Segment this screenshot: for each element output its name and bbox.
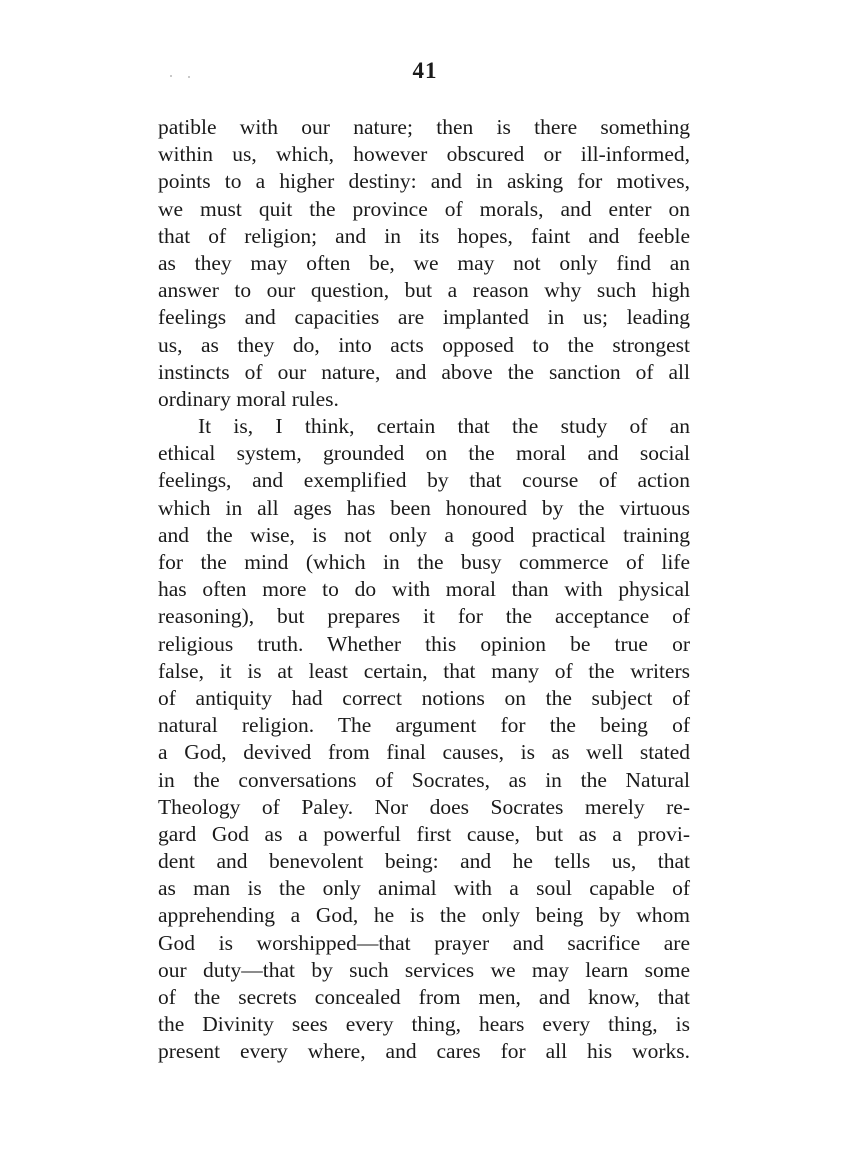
text-line: feelings, and exemplified by that course of action bbox=[158, 468, 690, 493]
text-line: ethical system, grounded on the moral and social bbox=[158, 441, 690, 466]
text-line: dent and benevolent being: and he tells us, that bbox=[158, 849, 690, 874]
text-line: for the mind (which in the busy commerce of life bbox=[158, 550, 690, 574]
body-text bbox=[158, 114, 690, 1066]
text-line: answer to our question, but a reason why such high bbox=[158, 278, 690, 303]
paragraph-start-line: It is, I think, certain that the study of an bbox=[198, 414, 690, 439]
text-line: of the secrets concealed from men, and know, that bbox=[158, 985, 690, 1009]
text-line: patible with our nature; then is there something bbox=[158, 115, 690, 139]
text-line: that of religion; and in its hopes, faint and feeble bbox=[158, 223, 690, 248]
text-line: in the conversations of Socrates, as in the Natural bbox=[158, 767, 690, 792]
text-line: within us, which, however obscured or ill-informed, bbox=[158, 142, 690, 167]
text-line: us, as they do, into acts opposed to the strongest bbox=[158, 332, 690, 357]
text-line: the Divinity sees every thing, hears every thing, is bbox=[158, 1012, 690, 1037]
page-number: 41 bbox=[412, 58, 438, 83]
text-line: instincts of our nature, and above the sanction of all bbox=[158, 359, 690, 384]
text-line: points to a higher destiny: and in asking for motives, bbox=[158, 169, 690, 194]
text-line: as man is the only animal with a soul capable of bbox=[158, 876, 690, 901]
text-line: false, it is at least certain, that many of the writers bbox=[158, 658, 690, 683]
text-line: religious truth. Whether this opinion be true or bbox=[158, 631, 690, 656]
text-line: natural religion. The argument for the being of bbox=[158, 713, 690, 738]
text-line: a God, devived from final causes, is as well stated bbox=[158, 740, 690, 765]
text-line: feelings and capacities are implanted in us; leading bbox=[158, 305, 690, 330]
text-line: gard God as a powerful first cause, but as a provi- bbox=[158, 821, 690, 846]
text-line: we must quit the province of morals, and enter on bbox=[158, 196, 690, 221]
text-line: reasoning), but prepares it for the acceptance of bbox=[158, 604, 690, 629]
text-line: has often more to do with moral than with physical bbox=[158, 577, 690, 602]
text-line: of antiquity had correct notions on the subject of bbox=[158, 685, 690, 710]
text-line: as they may often be, we may not only find an bbox=[158, 250, 690, 275]
text-line: and the wise, is not only a good practical training bbox=[158, 522, 690, 547]
text-line: God is worshipped—that prayer and sacrifice are bbox=[158, 930, 690, 955]
paragraph-end-line: ordinary moral rules. bbox=[158, 386, 339, 411]
text-line: apprehending a God, he is the only being by whom bbox=[158, 903, 690, 928]
text-line: our duty—that by such services we may learn some bbox=[158, 957, 690, 982]
text-line: which in all ages has been honoured by the virtuous bbox=[158, 495, 690, 520]
text-line: present every where, and cares for all his works. bbox=[158, 1039, 690, 1064]
text-line: Theology of Paley. Nor does Socrates merely re- bbox=[158, 794, 690, 819]
